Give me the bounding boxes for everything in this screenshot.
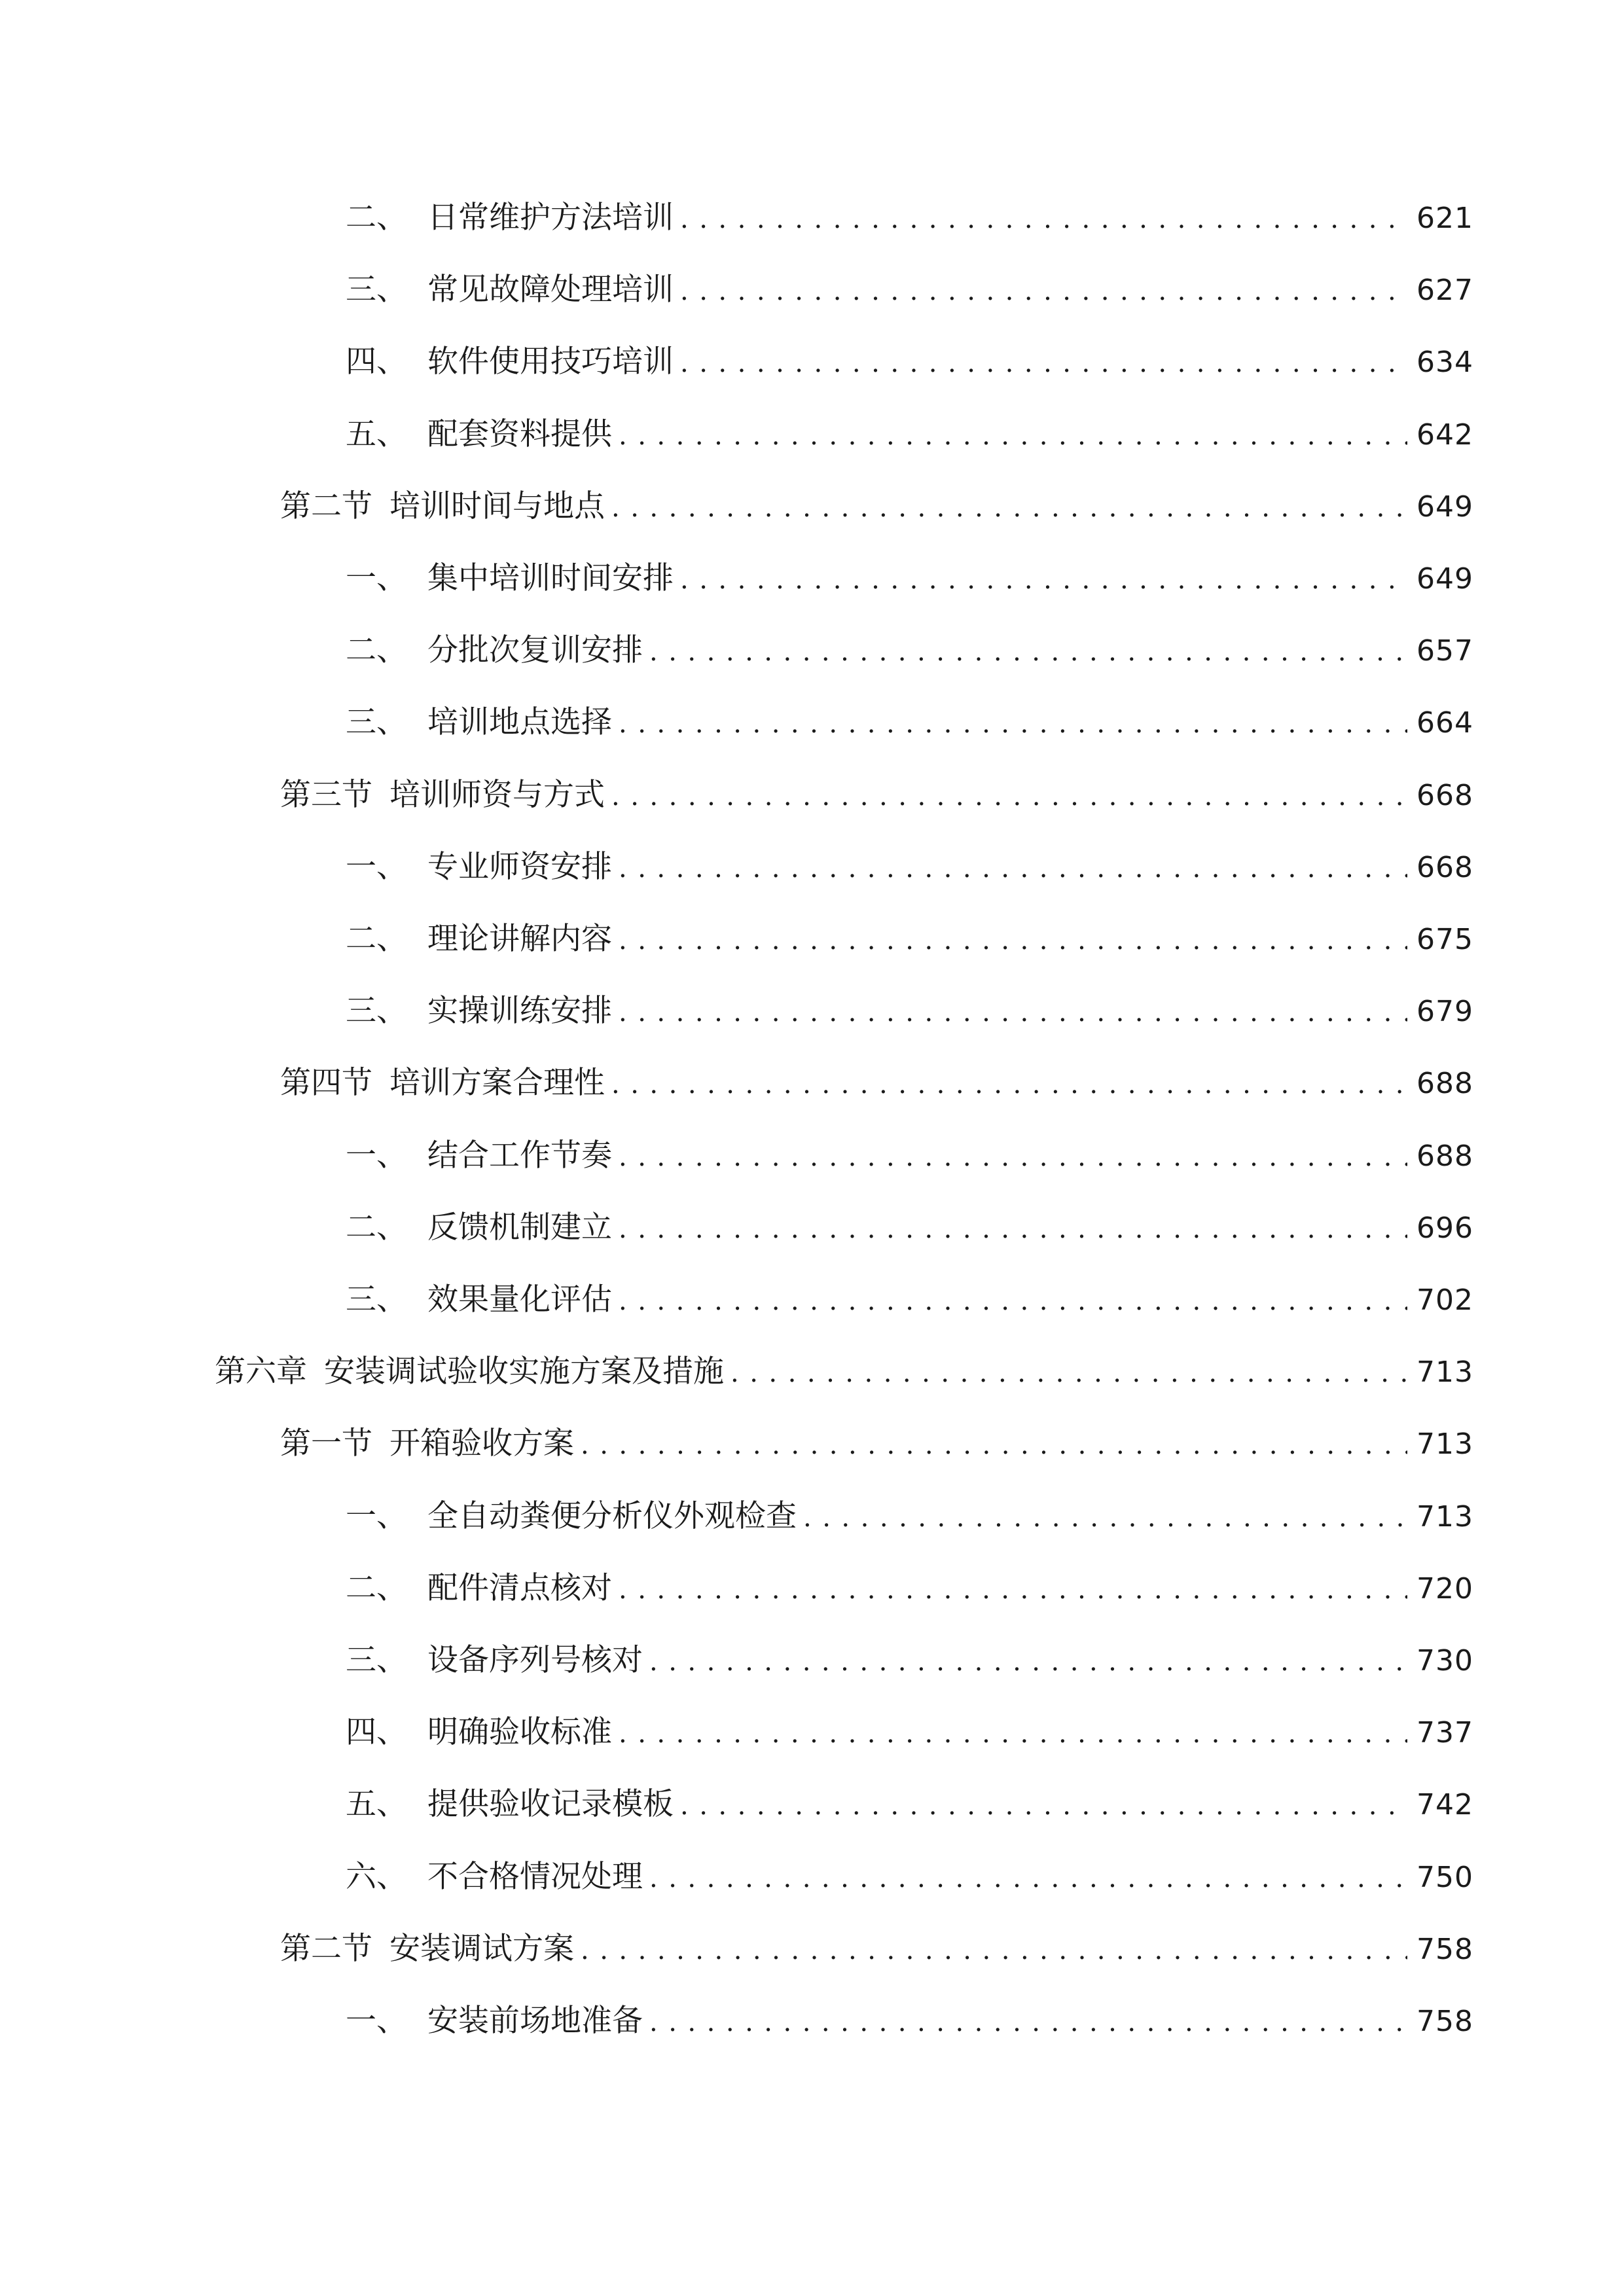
toc-entry-page-number: 664: [1416, 706, 1473, 740]
toc-entry-marker: 三、: [346, 704, 407, 740]
toc-entry[interactable]: [346, 1638, 1473, 1683]
toc-entry-marker: 第六章: [215, 1354, 307, 1390]
toc-entry-title: 结合工作节奏: [427, 1138, 612, 1174]
toc-entry-page-number: 713: [1416, 1355, 1473, 1389]
toc-entry-page-number: 720: [1416, 1572, 1473, 1605]
toc-dot-leader: [619, 1206, 1407, 1252]
toc-entry-marker: 第二节: [280, 1931, 372, 1967]
toc-entry[interactable]: [346, 1277, 1473, 1323]
toc-entry-title: 安装调试验收实施方案及措施: [324, 1354, 724, 1390]
toc-dot-leader: [619, 846, 1407, 891]
toc-entry[interactable]: [346, 556, 1473, 601]
toc-entry-page-number: 713: [1416, 1427, 1473, 1461]
toc-dot-leader: [619, 1567, 1407, 1613]
toc-entry-title: 提供验收记录模板: [427, 1786, 674, 1822]
toc-entry-page-number: 713: [1416, 1500, 1473, 1534]
toc-entry[interactable]: [215, 1349, 1473, 1395]
toc-entry[interactable]: [280, 772, 1473, 818]
toc-entry[interactable]: [346, 628, 1473, 673]
toc-entry[interactable]: [280, 1060, 1473, 1106]
toc-dot-leader: [680, 340, 1407, 386]
toc-entry[interactable]: [346, 1133, 1473, 1179]
toc-entry[interactable]: [346, 1566, 1473, 1611]
toc-dot-leader: [803, 1495, 1407, 1541]
toc-entry[interactable]: [280, 1926, 1473, 1972]
toc-entry[interactable]: [346, 1782, 1473, 1827]
toc-dot-leader: [581, 1422, 1407, 1468]
toc-entry[interactable]: [346, 195, 1473, 241]
toc-dot-leader: [619, 990, 1407, 1035]
toc-entry-title: 常见故障处理培训: [427, 272, 674, 308]
toc-entry-marker: 三、: [346, 1282, 407, 1318]
toc-entry[interactable]: [346, 412, 1473, 457]
toc-dot-leader: [649, 1639, 1407, 1685]
toc-entry-marker: 第四节: [280, 1065, 372, 1101]
toc-entry-title: 培训师资与方式: [389, 777, 605, 813]
toc-entry-marker: 二、: [346, 632, 407, 668]
toc-entry-page-number: 627: [1416, 274, 1473, 307]
toc-entry-marker: 三、: [346, 993, 407, 1029]
toc-entry-title: 明确验收标准: [427, 1714, 612, 1750]
toc-dot-leader: [680, 1783, 1407, 1829]
toc-entry-title: 不合格情况处理: [427, 1859, 643, 1895]
toc-dot-leader: [680, 557, 1407, 603]
toc-dot-leader: [680, 196, 1407, 242]
toc-entry-marker: 二、: [346, 200, 407, 236]
toc-entry-title: 全自动粪便分析仪外观检查: [427, 1498, 797, 1534]
toc-entry-page-number: 668: [1416, 851, 1473, 884]
toc-entry[interactable]: [346, 700, 1473, 745]
toc-entry[interactable]: [280, 1421, 1473, 1467]
toc-entry[interactable]: [346, 916, 1473, 962]
toc-entry[interactable]: [346, 267, 1473, 313]
toc-dot-leader: [619, 1278, 1407, 1324]
toc-entry-marker: 一、: [346, 1498, 407, 1534]
toc-entry[interactable]: [346, 1494, 1473, 1539]
toc-dot-leader: [649, 1856, 1407, 1901]
toc-entry-page-number: 649: [1416, 490, 1473, 524]
toc-entry-page-number: 688: [1416, 1139, 1473, 1173]
toc-entry-page-number: 668: [1416, 779, 1473, 812]
toc-entry-page-number: 634: [1416, 346, 1473, 379]
toc-entry-title: 安装调试方案: [389, 1931, 574, 1967]
toc-entry[interactable]: [346, 988, 1473, 1034]
toc-entry-title: 实操训练安排: [427, 993, 612, 1029]
toc-entry[interactable]: [346, 1205, 1473, 1251]
toc-entry-page-number: 737: [1416, 1716, 1473, 1749]
toc-entry-page-number: 642: [1416, 418, 1473, 452]
toc-entry-page-number: 688: [1416, 1067, 1473, 1100]
toc-entry-title: 反馈机制建立: [427, 1210, 612, 1246]
toc-entry-title: 软件使用技巧培训: [427, 344, 674, 380]
toc-dot-leader: [731, 1350, 1407, 1396]
toc-entry[interactable]: [346, 1854, 1473, 1900]
toc-entry-marker: 二、: [346, 921, 407, 957]
toc-dot-leader: [649, 629, 1407, 675]
toc-entry-title: 配件清点核对: [427, 1570, 612, 1606]
toc-entry[interactable]: [346, 339, 1473, 385]
toc-entry-marker: 五、: [346, 1786, 407, 1822]
toc-entry-title: 配套资料提供: [427, 416, 612, 452]
toc-dot-leader: [619, 1134, 1407, 1180]
toc-entry-page-number: 758: [1416, 2005, 1473, 2038]
toc-dot-leader: [611, 1062, 1407, 1107]
toc-entry-page-number: 679: [1416, 995, 1473, 1028]
toc-dot-leader: [649, 2000, 1407, 2045]
toc-entry-marker: 五、: [346, 416, 407, 452]
toc-entry-page-number: 696: [1416, 1211, 1473, 1245]
toc-entry[interactable]: [346, 1710, 1473, 1755]
toc-entry-marker: 三、: [346, 1642, 407, 1678]
toc-entry-page-number: 758: [1416, 1933, 1473, 1966]
toc-entry-page-number: 730: [1416, 1644, 1473, 1677]
toc-entry-marker: 第二节: [280, 488, 372, 524]
toc-entry-title: 理论讲解内容: [427, 921, 612, 957]
toc-entry-title: 安装前场地准备: [427, 2003, 643, 2039]
toc-entry-marker: 二、: [346, 1210, 407, 1246]
toc-entry-marker: 四、: [346, 344, 407, 380]
toc-entry-page-number: 675: [1416, 923, 1473, 956]
toc-entry-page-number: 649: [1416, 562, 1473, 596]
toc-dot-leader: [581, 1928, 1407, 1973]
toc-entry[interactable]: [346, 1998, 1473, 2044]
toc-entry-title: 培训方案合理性: [389, 1065, 605, 1101]
toc-entry-marker: 一、: [346, 560, 407, 596]
toc-entry-marker: 六、: [346, 1859, 407, 1895]
toc-entry-marker: 一、: [346, 2003, 407, 2039]
toc-entry-marker: 二、: [346, 1570, 407, 1606]
toc-dot-leader: [680, 268, 1407, 314]
toc-entry-title: 专业师资安排: [427, 849, 612, 885]
toc-entry-marker: 第一节: [280, 1426, 372, 1462]
toc-entry-title: 设备序列号核对: [427, 1642, 643, 1678]
toc-dot-leader: [611, 485, 1407, 531]
toc-entry[interactable]: [346, 844, 1473, 890]
toc-entry-marker: 四、: [346, 1714, 407, 1750]
toc-dot-leader: [619, 413, 1407, 459]
toc-entry-page-number: 702: [1416, 1283, 1473, 1317]
toc-entry-marker: 一、: [346, 1138, 407, 1174]
toc-entry-page-number: 621: [1416, 202, 1473, 235]
toc-entry-marker: 一、: [346, 849, 407, 885]
toc-dot-leader: [619, 918, 1407, 963]
toc-dot-leader: [619, 701, 1407, 747]
toc-entry-title: 培训时间与地点: [389, 488, 605, 524]
toc-entry-page-number: 750: [1416, 1861, 1473, 1894]
toc-entry[interactable]: [280, 484, 1473, 529]
toc-dot-leader: [611, 774, 1407, 819]
toc-entry-marker: 第三节: [280, 777, 372, 813]
toc-dot-leader: [619, 1711, 1407, 1757]
toc-entry-page-number: 742: [1416, 1788, 1473, 1821]
toc-entry-title: 开箱验收方案: [389, 1426, 574, 1462]
toc-entry-title: 培训地点选择: [427, 704, 612, 740]
toc-entry-title: 日常维护方法培训: [427, 200, 674, 236]
toc-entry-title: 分批次复训安排: [427, 632, 643, 668]
toc-entry-title: 集中培训时间安排: [427, 560, 674, 596]
toc-entry-marker: 三、: [346, 272, 407, 308]
toc-entry-title: 效果量化评估: [427, 1282, 612, 1318]
toc-entry-page-number: 657: [1416, 634, 1473, 668]
